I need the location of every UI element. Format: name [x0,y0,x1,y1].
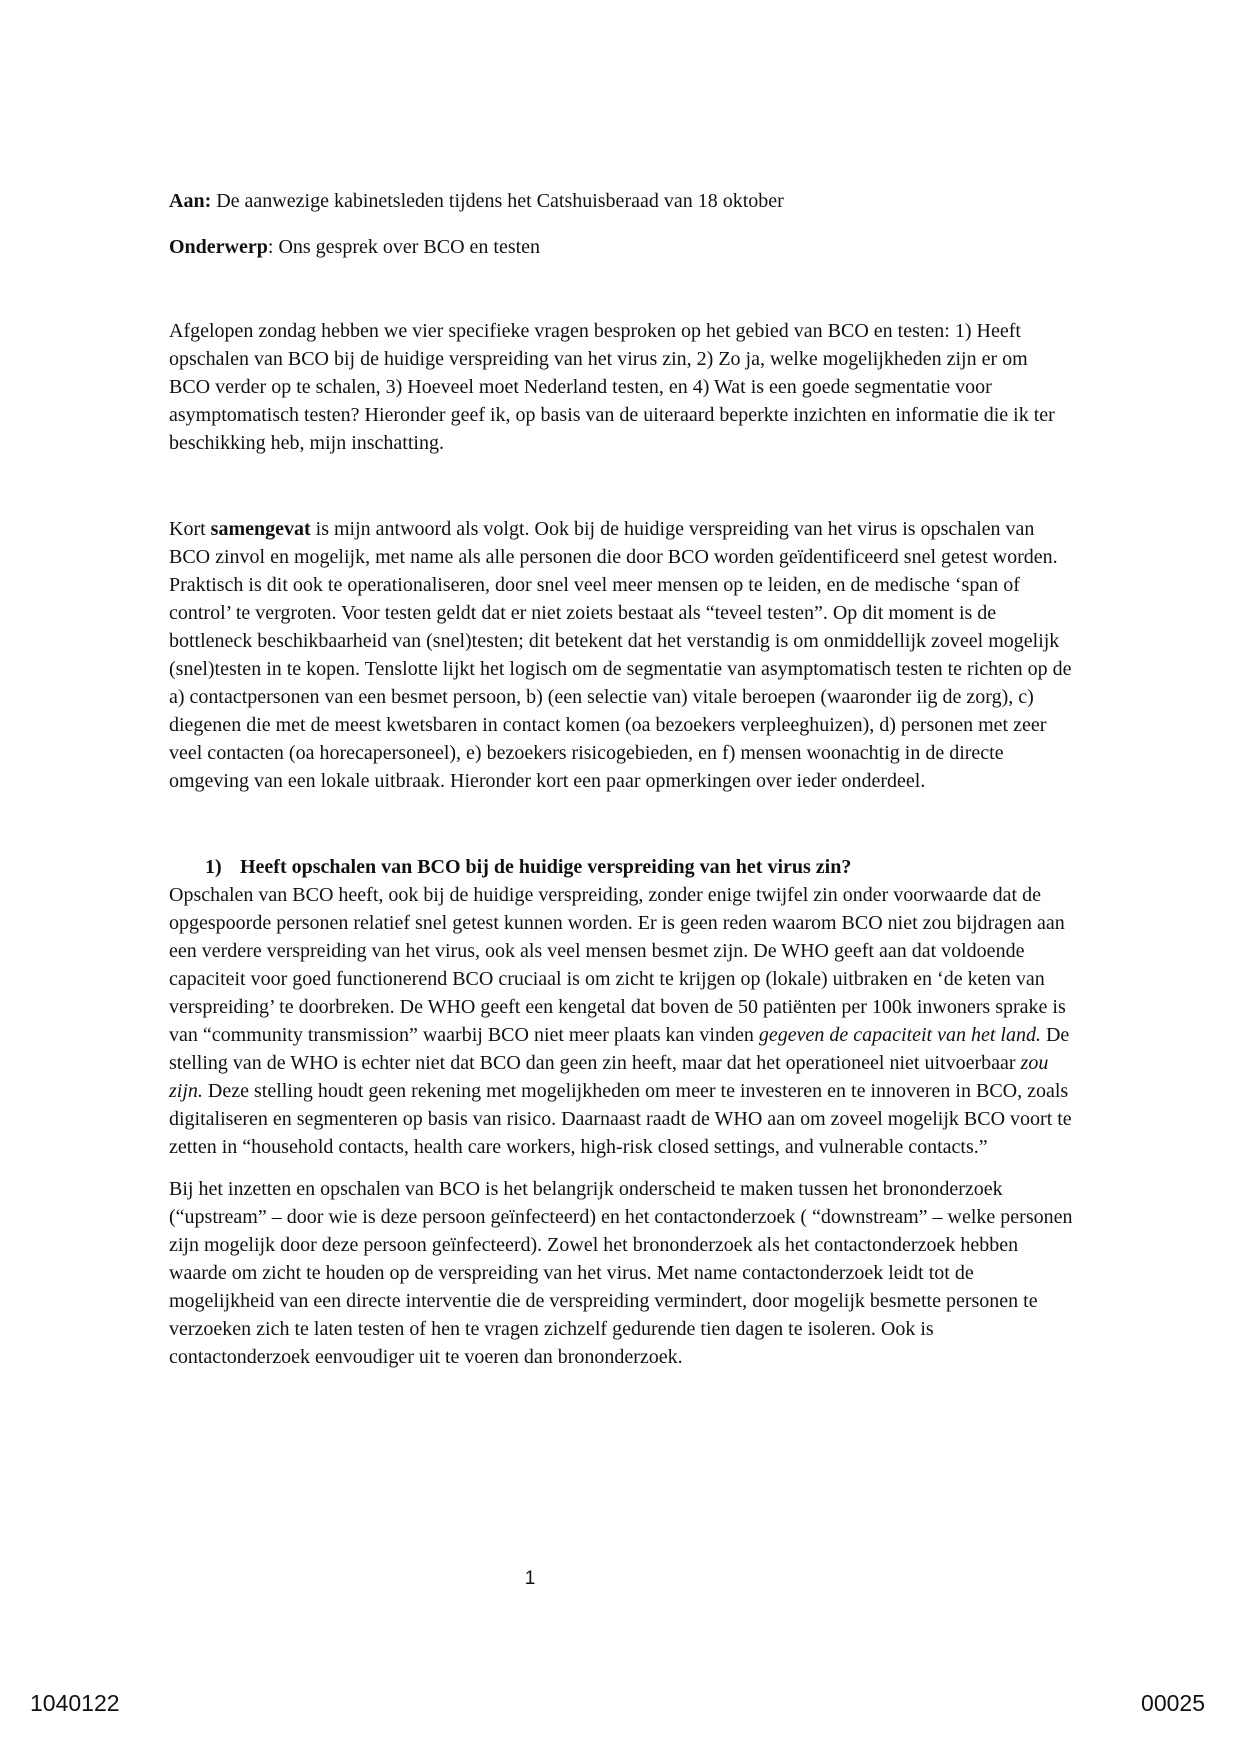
memo-body [169,187,1073,1371]
para1-italic-b: zou zijn. [169,1052,1049,1102]
recipient-text: De aanwezige kabinetsleden tijdens het Catshuisberaad van 18 oktober [211,190,784,212]
recipient-label: Aan: [169,190,212,212]
para1-text-b: De stelling van de WHO is echter niet dat BCO dan geen zin heeft, maar dat het operationeel niet uitvoerbaar [169,1024,1070,1074]
document-id: 1040122 [30,1690,120,1716]
para1-text-c: Deze stelling houdt geen rekening met mogelijkheden om meer te investeren en te innoveren in BCO, zoals digitaliseren en segmenteren op basis van risico. Daarnaast raadt de WHO aan om zoveel mogelijk BCO voort te zetten in “household contacts, health care workers, high-risk closed settings, and vulnerable contacts.” [169,1080,1072,1158]
summary-text: is mijn antwoord als volgt. Ook bij de huidige verspreiding van het virus is opschalen van BCO zinvol en mogelijk, met name als alle personen die door BCO worden geïdentificeerd snel getest worden. Praktisch is dit ook te operationaliseren, door snel veel meer mensen op te leiden, en de medische ‘span of control’ te vergroten. Voor testen geldt dat er niet zoiets bestaat als “teveel testen”. Op dit moment is de bottleneck beschikbaarheid van (snel)testen; dit betekent dat het verstandig is om onmiddellijk zoveel mogelijk (snel)testen in te kopen. Tenslotte lijkt het logisch om de segmentatie van asymptomatisch testen te richten op de a) contactpersonen van een besmet persoon, b) (een selectie van) vitale beroepen (waaronder iig de zorg), c) diegenen die met de meest kwetsbaren in contact komen (oa bezoekers verpleeghuizen), d) personen met zeer veel contacten (oa horecapersoneel), e) bezoekers risicogebieden, en f) mensen woonachtig in de directe omgeving van een lokale uitbraak. Hieronder kort een paar opmerkingen over ieder onderdeel. [169,518,1072,792]
section-number: 1) [205,856,222,878]
summary-prefix: Kort [169,518,211,540]
summary-bold-word: samengevat [210,518,311,540]
section-title: Heeft opschalen van BCO bij de huidige verspreiding van het virus zin? [240,856,852,878]
recipient-line [169,187,1073,215]
section-heading-1 [169,853,1073,881]
subject-text: : Ons gesprek over BCO en testen [267,236,541,258]
subject-label: Onderwerp [169,236,268,258]
page-number: 1 [524,1568,536,1589]
intro-paragraph: Afgelopen zondag hebben we vier specifieke vragen besproken op het gebied van BCO en testen: 1) Heeft opschalen van BCO bij de huidige verspreiding van het virus zin, 2) Zo ja, welke mogelijkheden zijn er om BCO verder op te schalen, 3) Hoeveel moet Nederland testen, en 4) Wat is een goede segmentatie voor asymptomatisch testen? Hieronder geef ik, op basis van de uiteraard beperkte inzichten en informatie die ik ter beschikking heb, mijn inschatting. [169,320,1055,454]
summary-paragraph [169,515,1073,795]
page-code: 00025 [1141,1690,1205,1716]
subject-line [169,233,1073,261]
para1-italic-a: gegeven de capaciteit van het land. [758,1024,1041,1046]
section-paragraph-1 [169,881,1073,1161]
section-paragraph-2: Bij het inzetten en opschalen van BCO is het belangrijk onderscheid te maken tussen het brononderzoek (“upstream” – door wie is deze persoon geïnfecteerd) en het contactonderzoek ( “downstream” – welke personen zijn mogelijk door deze persoon geïnfecteerd). Zowel het brononderzoek als het contactonderzoek hebben waarde om zicht te houden op de verspreiding van het virus. Met name contactonderzoek leidt tot de mogelijkheid van een directe interventie die de verspreiding vermindert, door mogelijk besmette personen te verzoeken zich te laten testen of hen te vragen zichzelf gedurende tien dagen te isoleren. Ook is contactonderzoek eenvoudiger uit te voeren dan brononderzoek. [169,1178,1073,1368]
para1-text-a: Opschalen van BCO heeft, ook bij de huidige verspreiding, zonder enige twijfel zin onder voorwaarde dat de opgespoorde personen relatief snel getest kunnen worden. Er is geen reden waarom BCO niet zou bijdragen aan een verdere verspreiding van het virus, ook als veel mensen besmet zijn. De WHO geeft aan dat voldoende capaciteit voor goed functionerend BCO cruciaal is om zicht te krijgen op (lokale) uitbraken en ‘de keten van verspreiding’ te doorbreken. De WHO geeft een kengetal dat boven de 50 patiënten per 100k inwoners sprake is van “community transmission” waarbij BCO niet meer plaats kan vinden [169,884,1066,1046]
